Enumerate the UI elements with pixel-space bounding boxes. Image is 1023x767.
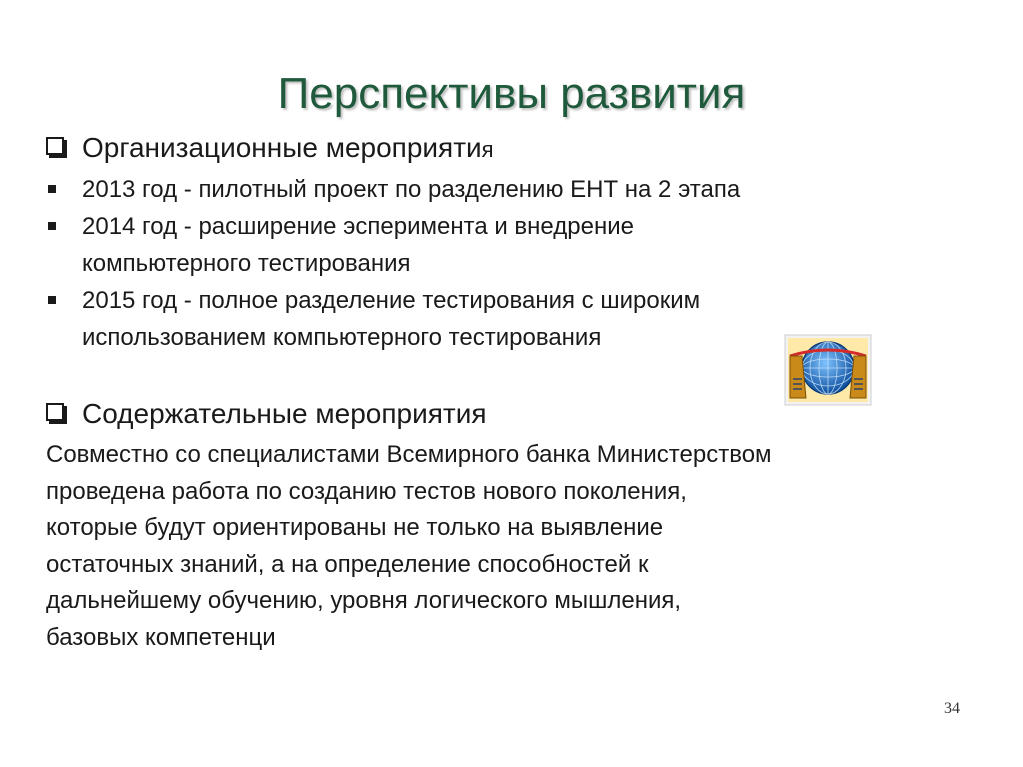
bullet-line: использованием компьютерного тестирования <box>82 324 602 351</box>
bullet-line: 2014 год - расширение эсперимента и внедрение <box>82 213 634 240</box>
paragraph-line: базовых компетенци <box>46 623 276 651</box>
paragraph-line: дальнейшему обучению, уровня логического мышления, <box>46 587 682 614</box>
checkbox-bullet-icon <box>46 137 64 155</box>
paragraph-line: остаточных знаний, а на определение способностей к <box>46 550 649 578</box>
paragraph-line: проведена работа по созданию тестов нового поколения, <box>46 477 687 505</box>
paragraph-line: которые будут ориентированы не только на выявление <box>46 514 664 541</box>
paragraph-line: Совместно со специалистами Всемирного банка Министерством <box>46 441 772 468</box>
section-heading-content <box>46 397 487 431</box>
section-heading-text: Организационные мероприяти <box>82 132 482 163</box>
globe-computer-icon <box>784 334 872 406</box>
section-heading-text: Содержательные мероприятия <box>82 398 487 429</box>
page-number: 34 <box>944 700 960 717</box>
bullet-line: компьютерного тестирования <box>82 250 411 277</box>
square-bullet-icon <box>48 222 56 230</box>
checkbox-bullet-icon <box>46 403 64 421</box>
bullet-line: 2013 год - пилотный проект по разделению ЕНТ на 2 этапа <box>82 176 741 203</box>
section-heading-tail: я <box>481 137 494 162</box>
section-heading-organizational <box>46 131 494 167</box>
square-bullet-icon <box>48 185 56 193</box>
bullet-item <box>48 171 740 208</box>
content-paragraph <box>46 437 996 656</box>
bullet-item <box>48 208 634 282</box>
square-bullet-icon <box>48 296 56 304</box>
bullet-line: 2015 год - полное разделение тестирования с широким <box>82 287 701 314</box>
bullet-item <box>48 282 700 356</box>
slide-title: Перспективы развития <box>277 69 746 118</box>
